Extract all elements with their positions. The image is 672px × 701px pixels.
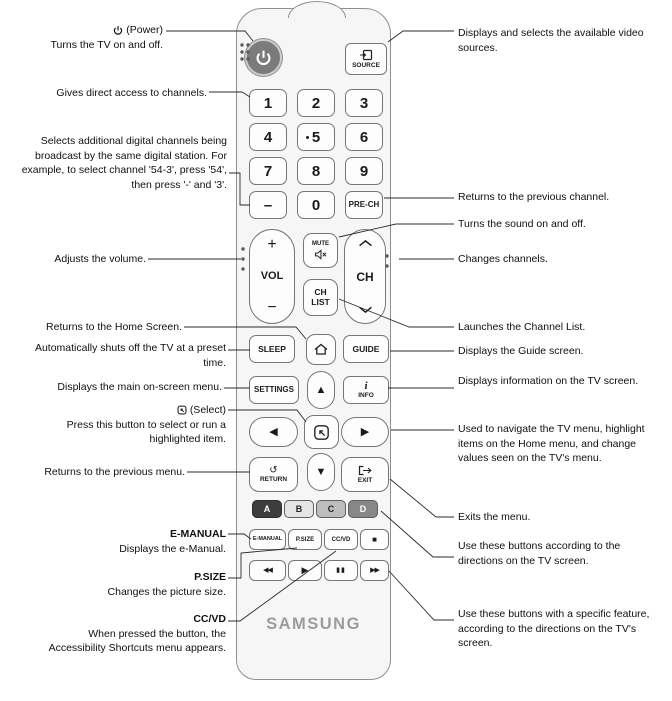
line-source — [388, 31, 454, 42]
return-label: RETURN — [259, 475, 288, 483]
callout-source: Displays and selects the available video sources. — [458, 27, 644, 54]
callout-power — [23, 23, 163, 52]
callout-e-manual — [40, 527, 226, 556]
channel-rocker[interactable] — [344, 229, 386, 324]
mute-speaker-icon — [314, 249, 327, 260]
source-icon — [359, 49, 373, 61]
stop-button[interactable]: ■ — [360, 529, 389, 550]
play-button[interactable]: ▶ — [288, 560, 322, 581]
prech-button[interactable]: PRE-CH — [345, 191, 383, 219]
fast-forward-button[interactable]: ▶▶ — [360, 560, 389, 581]
key-9[interactable]: 9 — [345, 157, 383, 185]
select-button[interactable] — [304, 415, 339, 449]
callout-e-manual-title: E-MANUAL — [170, 528, 226, 540]
exit-button[interactable] — [341, 457, 389, 492]
p-size-button[interactable]: P.SIZE — [288, 529, 322, 550]
callout-power-body: Turns the TV on and off. — [50, 38, 163, 51]
remote-body — [236, 8, 391, 680]
key-3[interactable]: 3 — [345, 89, 383, 117]
callout-p-size-body: Changes the picture size. — [107, 585, 226, 598]
exit-label: EXIT — [357, 476, 373, 484]
info-button[interactable] — [343, 376, 389, 404]
callout-select-title-text: (Select) — [189, 404, 226, 416]
nav-up-button[interactable]: ▲ — [307, 371, 335, 409]
home-button[interactable] — [306, 334, 336, 365]
callout-home: Returns to the Home Screen. — [46, 321, 182, 333]
return-button[interactable] — [249, 457, 298, 492]
callout-digital-channels: Selects additional digital channels being broadcast by the same digital station. For example, to select channel '54-3', press '54', then press '-' and '3'. — [21, 135, 227, 191]
select-icon — [177, 405, 187, 415]
select-icon — [313, 424, 330, 441]
callout-cc-vd-body: When pressed the button, the Accessibility Shortcuts menu appears. — [48, 627, 226, 654]
callout-channel: Changes channels. — [458, 253, 548, 265]
callout-exit: Exits the menu. — [458, 511, 531, 523]
channel-up-icon — [358, 239, 373, 247]
settings-button[interactable]: SETTINGS — [249, 376, 299, 404]
callout-return: Returns to the previous menu. — [44, 466, 185, 478]
source-label: SOURCE — [352, 61, 380, 69]
callout-p-size — [40, 570, 226, 599]
sleep-button[interactable]: SLEEP — [249, 335, 295, 363]
color-button-a[interactable]: A — [252, 500, 282, 518]
line-playback — [389, 571, 454, 620]
remote-top-notch — [288, 1, 346, 18]
channel-list-button[interactable] — [303, 279, 338, 316]
volume-rocker[interactable] — [249, 229, 295, 324]
nav-down-button[interactable]: ▼ — [307, 453, 335, 491]
key-0[interactable]: 0 — [297, 191, 335, 219]
key-8[interactable]: 8 — [297, 157, 335, 185]
e-manual-button[interactable]: E-MANUAL — [249, 529, 286, 550]
callout-settings: Displays the main on-screen menu. — [57, 381, 222, 393]
callout-select-body: Press this button to select or run a highlighted item. — [66, 418, 226, 445]
power-icon — [255, 49, 272, 67]
color-button-b[interactable]: B — [284, 500, 314, 518]
callout-select — [30, 403, 226, 447]
callout-volume: Adjusts the volume. — [54, 253, 146, 265]
return-icon: ↺ — [269, 464, 278, 476]
callout-cc-vd-title: CC/VD — [193, 613, 226, 625]
power-icon — [113, 25, 123, 36]
callout-select-title — [30, 403, 226, 418]
channel-label: CH — [356, 269, 374, 284]
color-button-d[interactable]: D — [348, 500, 378, 518]
callout-mute: Turns the sound on and off. — [458, 218, 586, 230]
callout-navigation: Used to navigate the TV menu, highlight items on the Home menu, and change values seen on the TV's menu. — [458, 423, 645, 464]
guide-button[interactable]: GUIDE — [343, 335, 389, 363]
color-button-c[interactable]: C — [316, 500, 346, 518]
callout-guide: Displays the Guide screen. — [458, 345, 584, 357]
callout-playback: Use these buttons with a specific feature, according to the directions on the TV's screen. — [458, 608, 650, 649]
callout-prech: Returns to the previous channel. — [458, 191, 610, 203]
home-icon — [313, 342, 329, 357]
info-i-glyph: i — [364, 379, 368, 392]
key-2[interactable]: 2 — [297, 89, 335, 117]
volume-label: VOL — [260, 270, 284, 282]
callout-sleep: Automatically shuts off the TV at a preset time. — [34, 342, 226, 369]
key-5[interactable]: 5 — [297, 123, 335, 151]
key-7[interactable]: 7 — [249, 157, 287, 185]
volume-up-label: + — [267, 236, 277, 253]
power-button[interactable] — [245, 39, 282, 76]
callout-p-size-title: P.SIZE — [194, 571, 226, 583]
key-dash[interactable]: – — [249, 191, 287, 219]
key-1[interactable]: 1 — [249, 89, 287, 117]
samsung-logo: SAMSUNG — [266, 615, 361, 633]
source-button[interactable] — [345, 43, 387, 75]
exit-icon — [358, 465, 372, 476]
line-color-buttons — [381, 511, 454, 557]
channel-down-icon — [358, 306, 373, 314]
mute-button[interactable] — [303, 233, 338, 268]
callout-keypad: Gives direct access to channels. — [56, 87, 207, 99]
cc-vd-button[interactable]: CC/VD — [324, 529, 358, 550]
callout-power-title — [23, 23, 163, 38]
volume-down-label: − — [267, 299, 277, 316]
callout-info: Displays information on the TV screen. — [458, 375, 639, 387]
info-label: INFO — [358, 391, 374, 399]
mute-label: MUTE — [312, 241, 329, 247]
key-6[interactable]: 6 — [345, 123, 383, 151]
channel-list-label-line1: CH — [314, 287, 327, 297]
pause-button[interactable]: ▮▮ — [324, 560, 358, 581]
channel-list-label-line2: LIST — [311, 296, 330, 307]
rewind-button[interactable]: ◀◀ — [249, 560, 286, 581]
callout-e-manual-body: Displays the e-Manual. — [119, 542, 226, 555]
line-exit — [390, 479, 454, 517]
callout-color-buttons: Use these buttons according to the directions on the TV screen. — [458, 540, 621, 567]
callout-cc-vd — [36, 612, 226, 656]
callout-channel-list: Launches the Channel List. — [458, 321, 586, 333]
callout-power-title-text: (Power) — [126, 24, 163, 36]
key-4[interactable]: 4 — [249, 123, 287, 151]
nav-right-button[interactable]: ▶ — [341, 417, 389, 447]
nav-left-button[interactable]: ◀ — [249, 417, 298, 447]
